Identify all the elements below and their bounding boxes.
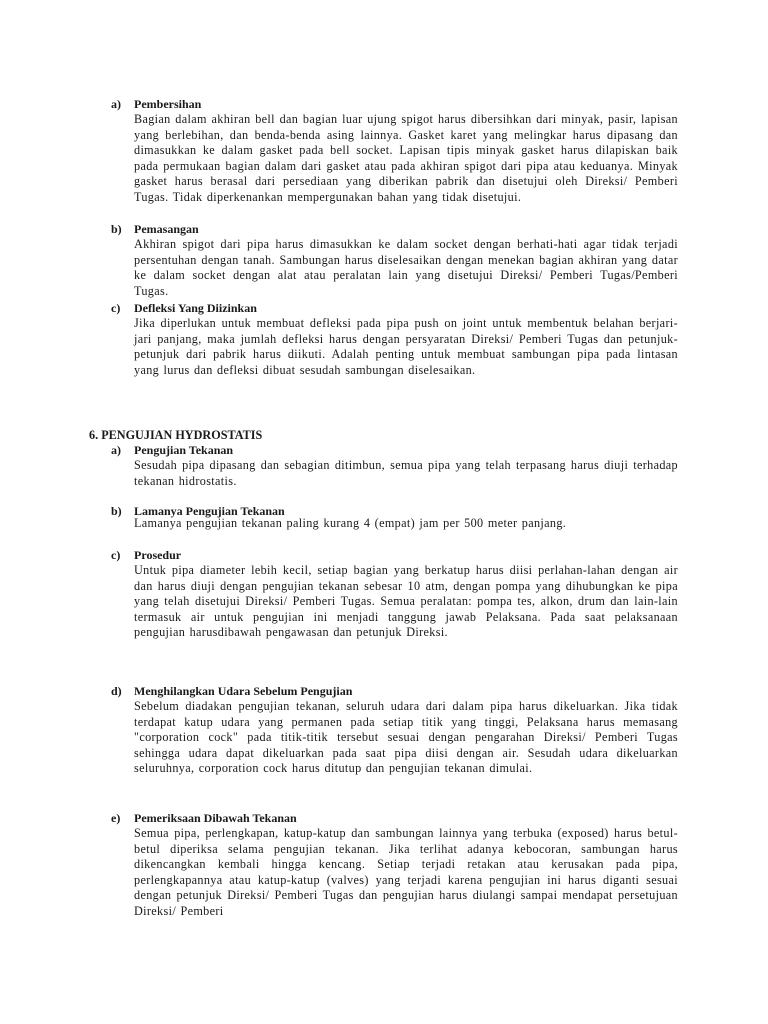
item-heading: Pengujian Tekanan [134, 443, 234, 457]
item-body: Semua pipa, perlengkapan, katup-katup dan sambungan lainnya yang terbuka (exposed) harus betul-betul diperiksa selama pengujian tekanan. Jika terlihat adanya kebocoran, sambungan harus dikencangkan kembali hingga kencang. Setiap terjadi retakan atau kerusakan pada pipa, perlengkapannya atau katup-katup (valves) yang terjadi karena pengujian ini harus diganti sesuai dengan petunjuk Direksi/ Pemberi Tugas dan pengujian harus diulangi sampai mendapat persetujuan Direksi/ Pemberi [134, 826, 678, 918]
item-heading: Pembersihan [134, 97, 202, 111]
item-heading: Menghilangkan Udara Sebelum Pengujian [134, 684, 353, 698]
item-marker: b) [111, 504, 122, 518]
item-heading: Lamanya Pengujian Tekanan [134, 504, 285, 518]
item-body: Sesudah pipa dipasang dan sebagian ditimbun, semua pipa yang telah terpasang harus diuji terhadap tekanan hidrostatis. [134, 458, 678, 488]
item-body: Jika diperlukan untuk membuat defleksi pada pipa push on joint untuk membentuk belahan berjari-jari panjang, maka jumlah defleksi harus dengan persyaratan Direksi/ Pemberi Tugas dan petunjuk-petunjuk dari pabrik harus diikuti. Adalah penting untuk membuat sambungan pipa pada lintasan yang lurus dan defleksi dibuat sesudah sambungan diselesaikan. [134, 316, 678, 377]
item-marker: c) [111, 548, 121, 562]
item-body: Lamanya pengujian tekanan paling kurang 4 (empat) jam per 500 meter panjang. [134, 516, 567, 530]
item-heading: Pemasangan [134, 222, 199, 236]
item-body: Sebelum diadakan pengujian tekanan, seluruh udara dari dalam pipa harus dikeluarkan. Jika tidak terdapat katup udara yang permanen pada setiap titik yang tinggi, Pelaksana harus memasang "corporation cock" pada titik-titik tersebut sesuai dengan pengarahan Direksi/ Pemberi Tugas sehingga udara dapat dikeluarkan pada saat pipa diisi dengan air. Sesudah udara dikeluarkan seluruhnya, corporation cock harus ditutup dan pengujian tekanan dimulai. [134, 699, 678, 776]
section-title: 6. PENGUJIAN HYDROSTATIS [89, 428, 263, 442]
item-body: Untuk pipa diameter lebih kecil, setiap bagian yang berkatup harus diisi perlahan-lahan dengan air dan harus diuji dengan pengujian tekanan sebesar 10 atm, dengan pompa yang dihubungkan ke pipa yang telah disetujui Direksi/ Pemberi Tugas. Semua peralatan: pompa tes, alkon, drum dan lain-lain termasuk air untuk pengujian ini menjadi tanggung jawab Pelaksana. Pada saat pelaksanaan pengujian harusdibawah pengawasan dan petunjuk Direksi. [134, 563, 678, 640]
item-body: Bagian dalam akhiran bell dan bagian luar ujung spigot harus dibersihkan dari minyak, pasir, lapisan yang berlebihan, dan benda-benda asing lainnya. Gasket karet yang melingkar harus dipasang dan dimasukkan ke dalam gasket pada bell socket. Lapisan tipis minyak gasket harus dilapiskan baik pada permukaan bagian dalam dari gasket atau pada akhiran spigot dari pipa atau keduanya. Minyak gasket harus berasal dari persediaan yang diberikan pabrik dan disetujui oleh Direksi/ Pemberi Tugas. Tidak diperkenankan mempergunakan bahan yang tidak disetujui. [134, 112, 678, 204]
item-marker: c) [111, 301, 121, 315]
item-marker: a) [111, 97, 121, 111]
item-marker: a) [111, 443, 121, 457]
item-heading: Prosedur [134, 548, 182, 562]
item-marker: b) [111, 222, 122, 236]
item-marker: d) [111, 684, 122, 698]
item-heading: Pemeriksaan Dibawah Tekanan [134, 811, 297, 825]
item-body: Akhiran spigot dari pipa harus dimasukkan ke dalam socket dengan berhati-hati agar tidak terjadi persentuhan dengan tanah. Sambungan harus diselesaikan dengan menekan bagian akhiran yang datar ke dalam socket dengan alat atau peralatan lain yang disetujui Direksi/ Pemberi Tugas/Pemberi Tugas. [134, 237, 678, 298]
item-marker: e) [111, 811, 121, 825]
item-heading: Defleksi Yang Diizinkan [134, 301, 257, 315]
